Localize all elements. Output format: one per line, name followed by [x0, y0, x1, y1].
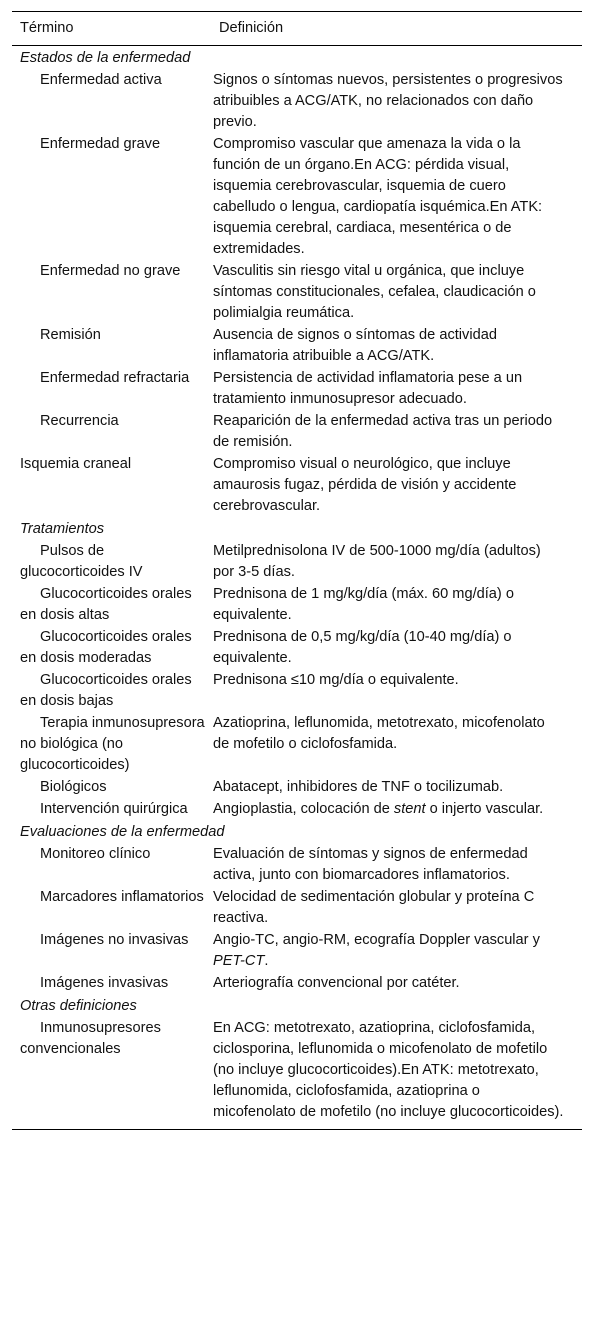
table-row [12, 324, 582, 367]
table-row [12, 712, 582, 776]
table-row [12, 410, 582, 453]
table-row [12, 583, 582, 626]
section-title: Evaluaciones de la enfermedad [20, 824, 225, 840]
table-row [12, 540, 582, 583]
term-cell: Intervención quirúrgica [40, 801, 188, 817]
term-cell: Remisión [40, 327, 101, 343]
section-row [12, 820, 582, 843]
term-cell: Monitoreo clínico [40, 846, 151, 862]
definition-emphasis: PET-CT [213, 953, 265, 969]
table-row [12, 776, 582, 798]
term-cell: Enfermedad refractaria [40, 370, 190, 386]
table-row [12, 367, 582, 410]
section-row [12, 517, 582, 540]
section-row [12, 46, 582, 70]
definitions-table [12, 11, 582, 1130]
table-row [12, 972, 582, 994]
definition-cell [211, 929, 582, 972]
term-cell: Glucocorticoides orales en dosis bajas [20, 672, 192, 709]
term-cell: Inmunosupresores convencionales [20, 1020, 161, 1057]
definition-cell: Evaluación de síntomas y signos de enfermedad activa, junto con biomarcadores inflamatorios. [213, 846, 528, 883]
definition-cell: Signos o síntomas nuevos, persistentes o progresivos atribuibles a ACG/ATK, no relacionados con daño previo. [213, 72, 563, 130]
term-cell: Enfermedad no grave [40, 263, 181, 279]
term-cell: Glucocorticoides orales en dosis moderadas [20, 629, 192, 666]
definition-cell: Arteriografía convencional por catéter. [213, 975, 460, 991]
table-row [12, 886, 582, 929]
definition-cell: Velocidad de sedimentación globular y proteína C reactiva. [213, 889, 535, 926]
table-row [12, 1017, 582, 1130]
definition-cell: Metilprednisolona IV de 500-1000 mg/día (adultos) por 3-5 días. [213, 543, 541, 580]
table-row [12, 798, 582, 820]
term-cell: Terapia inmunosupresora no biológica (no glucocorticoides) [20, 715, 205, 773]
definition-cell: Persistencia de actividad inflamatoria pese a un tratamiento inmunosupresor adecuado. [213, 370, 523, 407]
definition-cell: En ACG: metotrexato, azatioprina, ciclofosfamida, ciclosporina, leflunomida o micofenolato de mofetilo (no incluye glucocorticoides).En ATK: metotrexato, leflunomida, ciclofosfamida, azatioprina o micofenolato de mofetilo (no incluye glucocorticoides). [213, 1020, 564, 1120]
definition-text: o injerto vascular. [425, 801, 544, 817]
definition-cell: Reaparición de la enfermedad activa tras un periodo de remisión. [213, 413, 553, 450]
header-term: Término [20, 20, 74, 36]
definition-cell [211, 798, 582, 820]
definition-text: Angio-TC, angio-RM, ecografía Doppler vascular y [213, 932, 540, 948]
definition-cell: Vasculitis sin riesgo vital u orgánica, que incluye síntomas constitucionales, cefalea, claudicación o polimialgia reumática. [213, 263, 536, 321]
term-cell: Glucocorticoides orales en dosis altas [20, 586, 192, 623]
table-row [12, 260, 582, 324]
table-row [12, 69, 582, 133]
table-row [12, 929, 582, 972]
definition-cell: Azatioprina, leflunomida, metotrexato, micofenolato de mofetilo o ciclofosfamida. [213, 715, 545, 752]
section-title: Tratamientos [20, 521, 105, 537]
term-cell: Isquemia craneal [20, 456, 132, 472]
header-definition: Definición [219, 20, 284, 36]
term-cell: Biológicos [40, 779, 107, 795]
term-cell: Enfermedad activa [40, 72, 162, 88]
section-title: Estados de la enfermedad [20, 50, 191, 66]
definition-cell: Prednisona ≤10 mg/día o equivalente. [213, 672, 459, 688]
term-cell: Enfermedad grave [40, 136, 161, 152]
table-row [12, 133, 582, 260]
section-row [12, 994, 582, 1017]
definition-text: Angioplastia, colocación de [213, 801, 394, 817]
term-cell: Marcadores inflamatorios [40, 889, 204, 905]
term-cell: Recurrencia [40, 413, 119, 429]
term-cell: Imágenes no invasivas [40, 932, 189, 948]
table-row [12, 843, 582, 886]
term-cell: Pulsos de glucocorticoides IV [20, 543, 143, 580]
definition-cell: Prednisona de 1 mg/kg/día (máx. 60 mg/día) o equivalente. [213, 586, 514, 623]
table-row [12, 453, 582, 517]
table-header-row [12, 12, 582, 46]
table-row [12, 669, 582, 712]
definition-cell: Ausencia de signos o síntomas de actividad inflamatoria atribuible a ACG/ATK. [213, 327, 497, 364]
definition-emphasis: stent [393, 801, 426, 817]
term-cell: Imágenes invasivas [40, 975, 169, 991]
definition-cell: Compromiso visual o neurológico, que incluye amaurosis fugaz, pérdida de visión y accidente cerebrovascular. [213, 456, 517, 514]
definition-text: . [264, 953, 269, 969]
table-row [12, 626, 582, 669]
definitions-table-container [12, 11, 582, 1130]
definition-cell: Abatacept, inhibidores de TNF o tocilizumab. [213, 779, 504, 795]
definition-cell: Compromiso vascular que amenaza la vida o la función de un órgano.En ACG: pérdida visual, isquemia cerebrovascular, isquemia de cuero cabelludo o lengua, cardiopatía isquémica.En ATK: isquemia cerebral, cardiaca, mesentérica o de extremidades. [213, 136, 543, 257]
definition-cell: Prednisona de 0,5 mg/kg/día (10-40 mg/día) o equivalente. [213, 629, 512, 666]
section-title: Otras definiciones [20, 998, 137, 1014]
